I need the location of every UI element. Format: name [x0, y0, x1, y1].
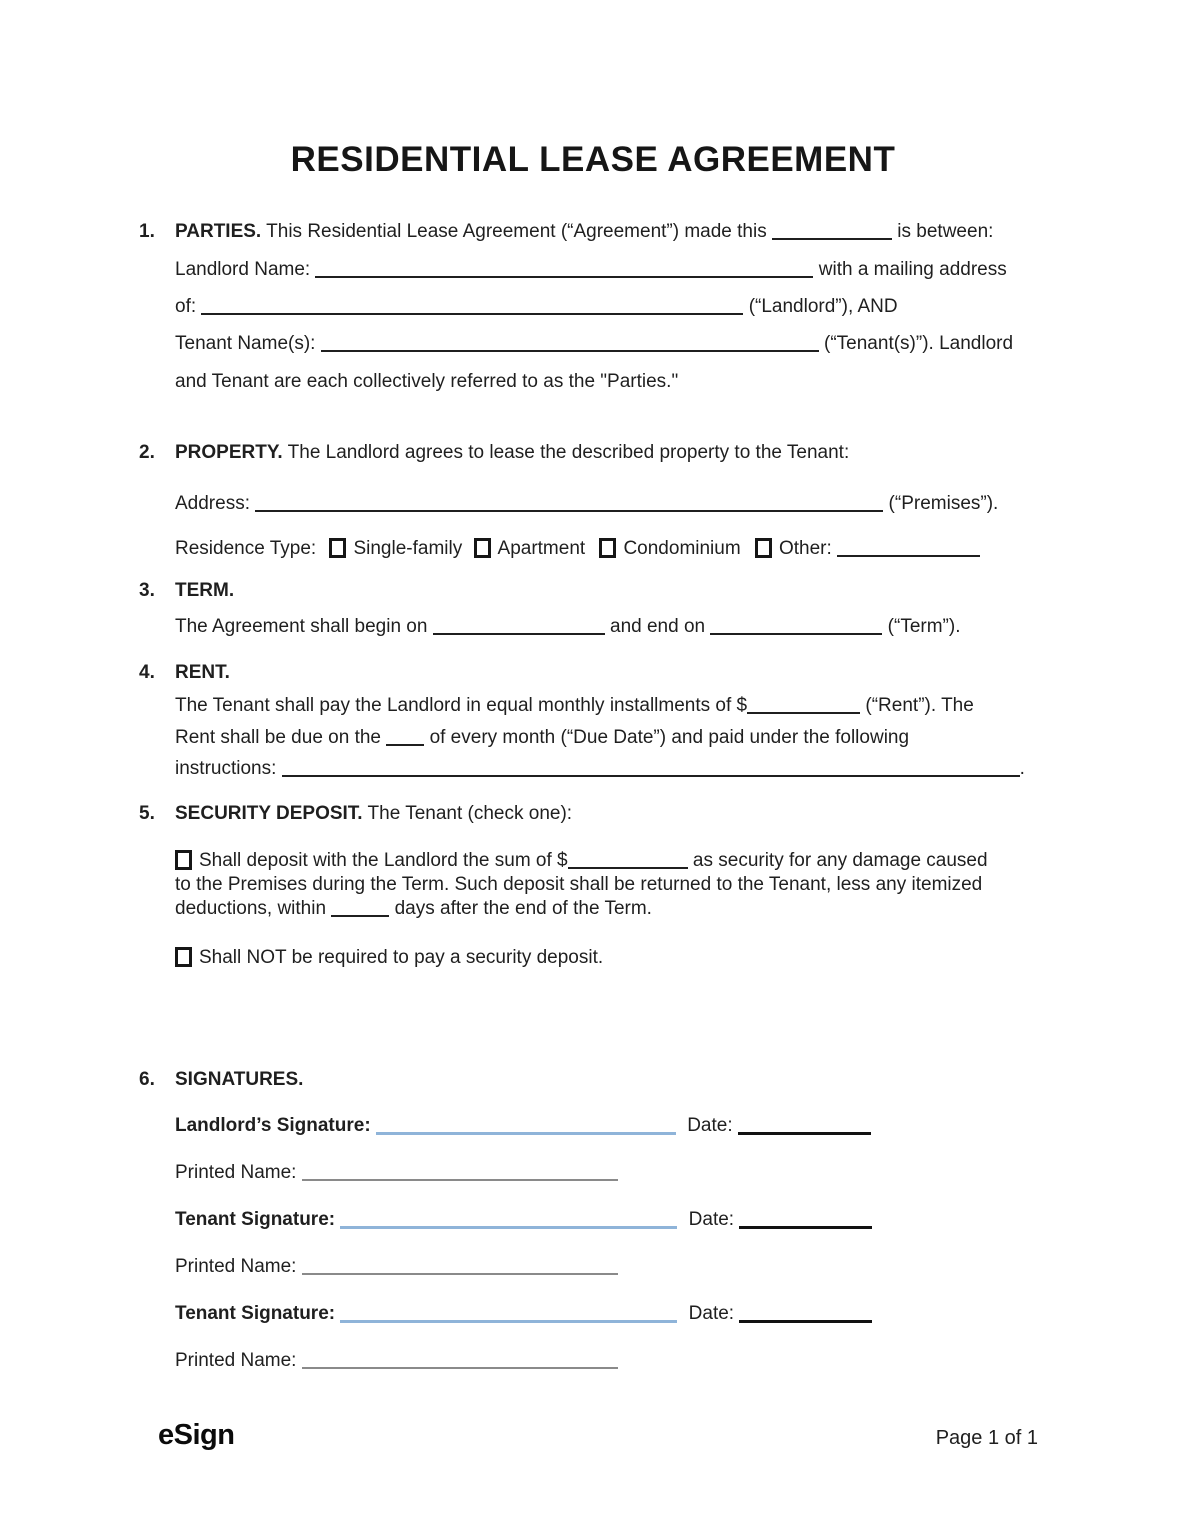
rent-text-2b: of every month (“Due Date”) and paid under the following: [429, 727, 910, 748]
rent-heading-line: [139, 660, 230, 686]
parties-line-4: [175, 331, 1013, 357]
rent-line-3: [175, 756, 1025, 782]
tenant1-printed-name-blank[interactable]: [302, 1263, 618, 1275]
rent-text-2a: Rent shall be due on the: [175, 727, 381, 748]
tenant1-signature-label: Tenant Signature:: [175, 1209, 336, 1230]
tenant1-printed-name-row: [175, 1254, 618, 1280]
rent-text-3b: .: [1019, 758, 1025, 779]
tenant2-signature-field[interactable]: [340, 1311, 677, 1323]
other-checkbox[interactable]: [755, 538, 772, 558]
tenant2-date-label: Date:: [688, 1303, 735, 1324]
signatures-heading: SIGNATURES.: [175, 1069, 304, 1090]
section-number-2: 2.: [139, 442, 155, 463]
rent-text-1b: (“Rent”). The: [865, 695, 974, 716]
deposit-option1-line-3: [175, 897, 652, 921]
apartment-label: Apartment: [497, 538, 586, 559]
condominium-label: Condominium: [623, 538, 741, 559]
landlord-date-label: Date:: [687, 1115, 733, 1136]
tenant1-printed-name-label: Printed Name:: [175, 1256, 297, 1277]
landlord-printed-name-label: Printed Name:: [175, 1162, 297, 1183]
tenant-names-label: Tenant Name(s):: [175, 333, 316, 354]
parties-text-1b: is between:: [897, 221, 994, 242]
tenant-names-blank[interactable]: [321, 340, 819, 352]
deposit-heading-line: [139, 801, 573, 827]
deposit-amount-blank[interactable]: [568, 857, 688, 869]
tenant2-printed-name-blank[interactable]: [302, 1357, 618, 1369]
deposit-option1-line-2: [175, 873, 982, 897]
deposit-text-2: Shall NOT be required to pay a security deposit.: [199, 947, 604, 968]
parties-line-2: [175, 257, 1007, 283]
single-family-checkbox[interactable]: [329, 538, 346, 558]
parties-text-4b: (“Tenant(s)”). Landlord: [824, 333, 1014, 354]
residence-type-label: Residence Type:: [175, 538, 317, 559]
parties-text-1a: This Residential Lease Agreement (“Agreement”) made this: [266, 221, 767, 242]
landlord-address-blank[interactable]: [201, 303, 743, 315]
deposit-text-1d: deductions, within: [175, 898, 327, 919]
rent-line-2: [175, 725, 909, 751]
landlord-signature-row: [175, 1113, 871, 1139]
other-residence-blank[interactable]: [837, 545, 980, 557]
landlord-address-label: of:: [175, 296, 197, 317]
deposit-option1-line-1: [175, 849, 988, 873]
landlord-signature-date-blank[interactable]: [738, 1123, 871, 1135]
rent-line-1: [175, 693, 974, 719]
page-indicator: Page 1 of 1: [935, 1427, 1038, 1449]
tenant1-signature-date-blank[interactable]: [739, 1217, 872, 1229]
section-number-1: 1.: [139, 221, 155, 242]
parties-line-3: [175, 294, 898, 320]
deposit-text-1c: to the Premises during the Term. Such deposit shall be returned to the Tenant, less any itemized: [175, 874, 983, 895]
deposit-text-1b: as security for any damage caused: [692, 850, 988, 871]
tenant1-signature-field[interactable]: [340, 1217, 677, 1229]
property-intro: The Landlord agrees to lease the described property to the Tenant:: [287, 442, 850, 463]
tenant2-signature-label: Tenant Signature:: [175, 1303, 336, 1324]
term-end-blank[interactable]: [710, 623, 882, 635]
agreement-date-blank[interactable]: [772, 228, 892, 240]
tenant2-signature-date-blank[interactable]: [739, 1311, 872, 1323]
rent-text-1a: The Tenant shall pay the Landlord in equal monthly installments of $: [175, 695, 748, 716]
parties-heading: PARTIES.: [175, 221, 262, 242]
deposit-option2-line: [175, 946, 603, 970]
due-day-blank[interactable]: [386, 734, 424, 746]
other-label: Other:: [778, 538, 832, 559]
rent-heading: RENT.: [175, 662, 230, 683]
term-heading-line: [139, 578, 235, 604]
signatures-heading-line: [139, 1067, 304, 1093]
deposit-text-1e: days after the end of the Term.: [394, 898, 652, 919]
premises-text: (“Premises”).: [888, 493, 999, 514]
section-number-6: 6.: [139, 1069, 155, 1090]
landlord-signature-label: Landlord’s Signature:: [175, 1115, 371, 1136]
term-heading: TERM.: [175, 580, 235, 601]
property-heading-line: [139, 440, 850, 466]
term-line: [175, 614, 960, 640]
address-label: Address:: [175, 493, 250, 514]
tenant2-signature-row: [175, 1301, 872, 1327]
parties-line-5: [175, 369, 678, 395]
no-deposit-checkbox[interactable]: [175, 947, 192, 967]
parties-line-1: [139, 219, 994, 245]
apartment-checkbox[interactable]: [474, 538, 491, 558]
single-family-label: Single-family: [353, 538, 463, 559]
residence-type-line: [175, 536, 980, 562]
landlord-name-blank[interactable]: [315, 266, 813, 278]
tenant2-printed-name-row: [175, 1348, 618, 1374]
esign-logo: eSign: [158, 1419, 235, 1451]
rent-amount-blank[interactable]: [747, 702, 860, 714]
landlord-signature-field[interactable]: [376, 1123, 676, 1135]
section-number-3: 3.: [139, 580, 155, 601]
payment-instructions-blank[interactable]: [282, 765, 1020, 777]
parties-text-5: and Tenant are each collectively referred to as the "Parties.": [175, 371, 679, 392]
deposit-intro: The Tenant (check one):: [367, 803, 573, 824]
deposit-text-1a: Shall deposit with the Landlord the sum of $: [199, 850, 568, 871]
deposit-return-days-blank[interactable]: [331, 905, 389, 917]
condominium-checkbox[interactable]: [599, 538, 616, 558]
property-address-line: [175, 491, 998, 517]
landlord-name-label: Landlord Name:: [175, 259, 311, 280]
parties-text-2b: with a mailing address: [818, 259, 1007, 280]
page-title: RESIDENTIAL LEASE AGREEMENT: [290, 140, 896, 179]
section-number-5: 5.: [139, 803, 155, 824]
term-text-c: (“Term”).: [887, 616, 961, 637]
term-start-blank[interactable]: [433, 623, 605, 635]
section-number-4: 4.: [139, 662, 155, 683]
tenant1-signature-row: [175, 1207, 872, 1233]
property-heading: PROPERTY.: [175, 442, 283, 463]
term-text-b: and end on: [610, 616, 706, 637]
term-text-a: The Agreement shall begin on: [175, 616, 428, 637]
deposit-required-checkbox[interactable]: [175, 850, 192, 870]
instructions-label: instructions:: [175, 758, 277, 779]
tenant1-date-label: Date:: [688, 1209, 735, 1230]
deposit-heading: SECURITY DEPOSIT.: [175, 803, 363, 824]
tenant2-printed-name-label: Printed Name:: [175, 1350, 297, 1371]
landlord-printed-name-blank[interactable]: [302, 1169, 618, 1181]
parties-text-3b: (“Landlord”), AND: [748, 296, 898, 317]
premises-address-blank[interactable]: [255, 500, 883, 512]
landlord-printed-name-row: [175, 1160, 618, 1186]
